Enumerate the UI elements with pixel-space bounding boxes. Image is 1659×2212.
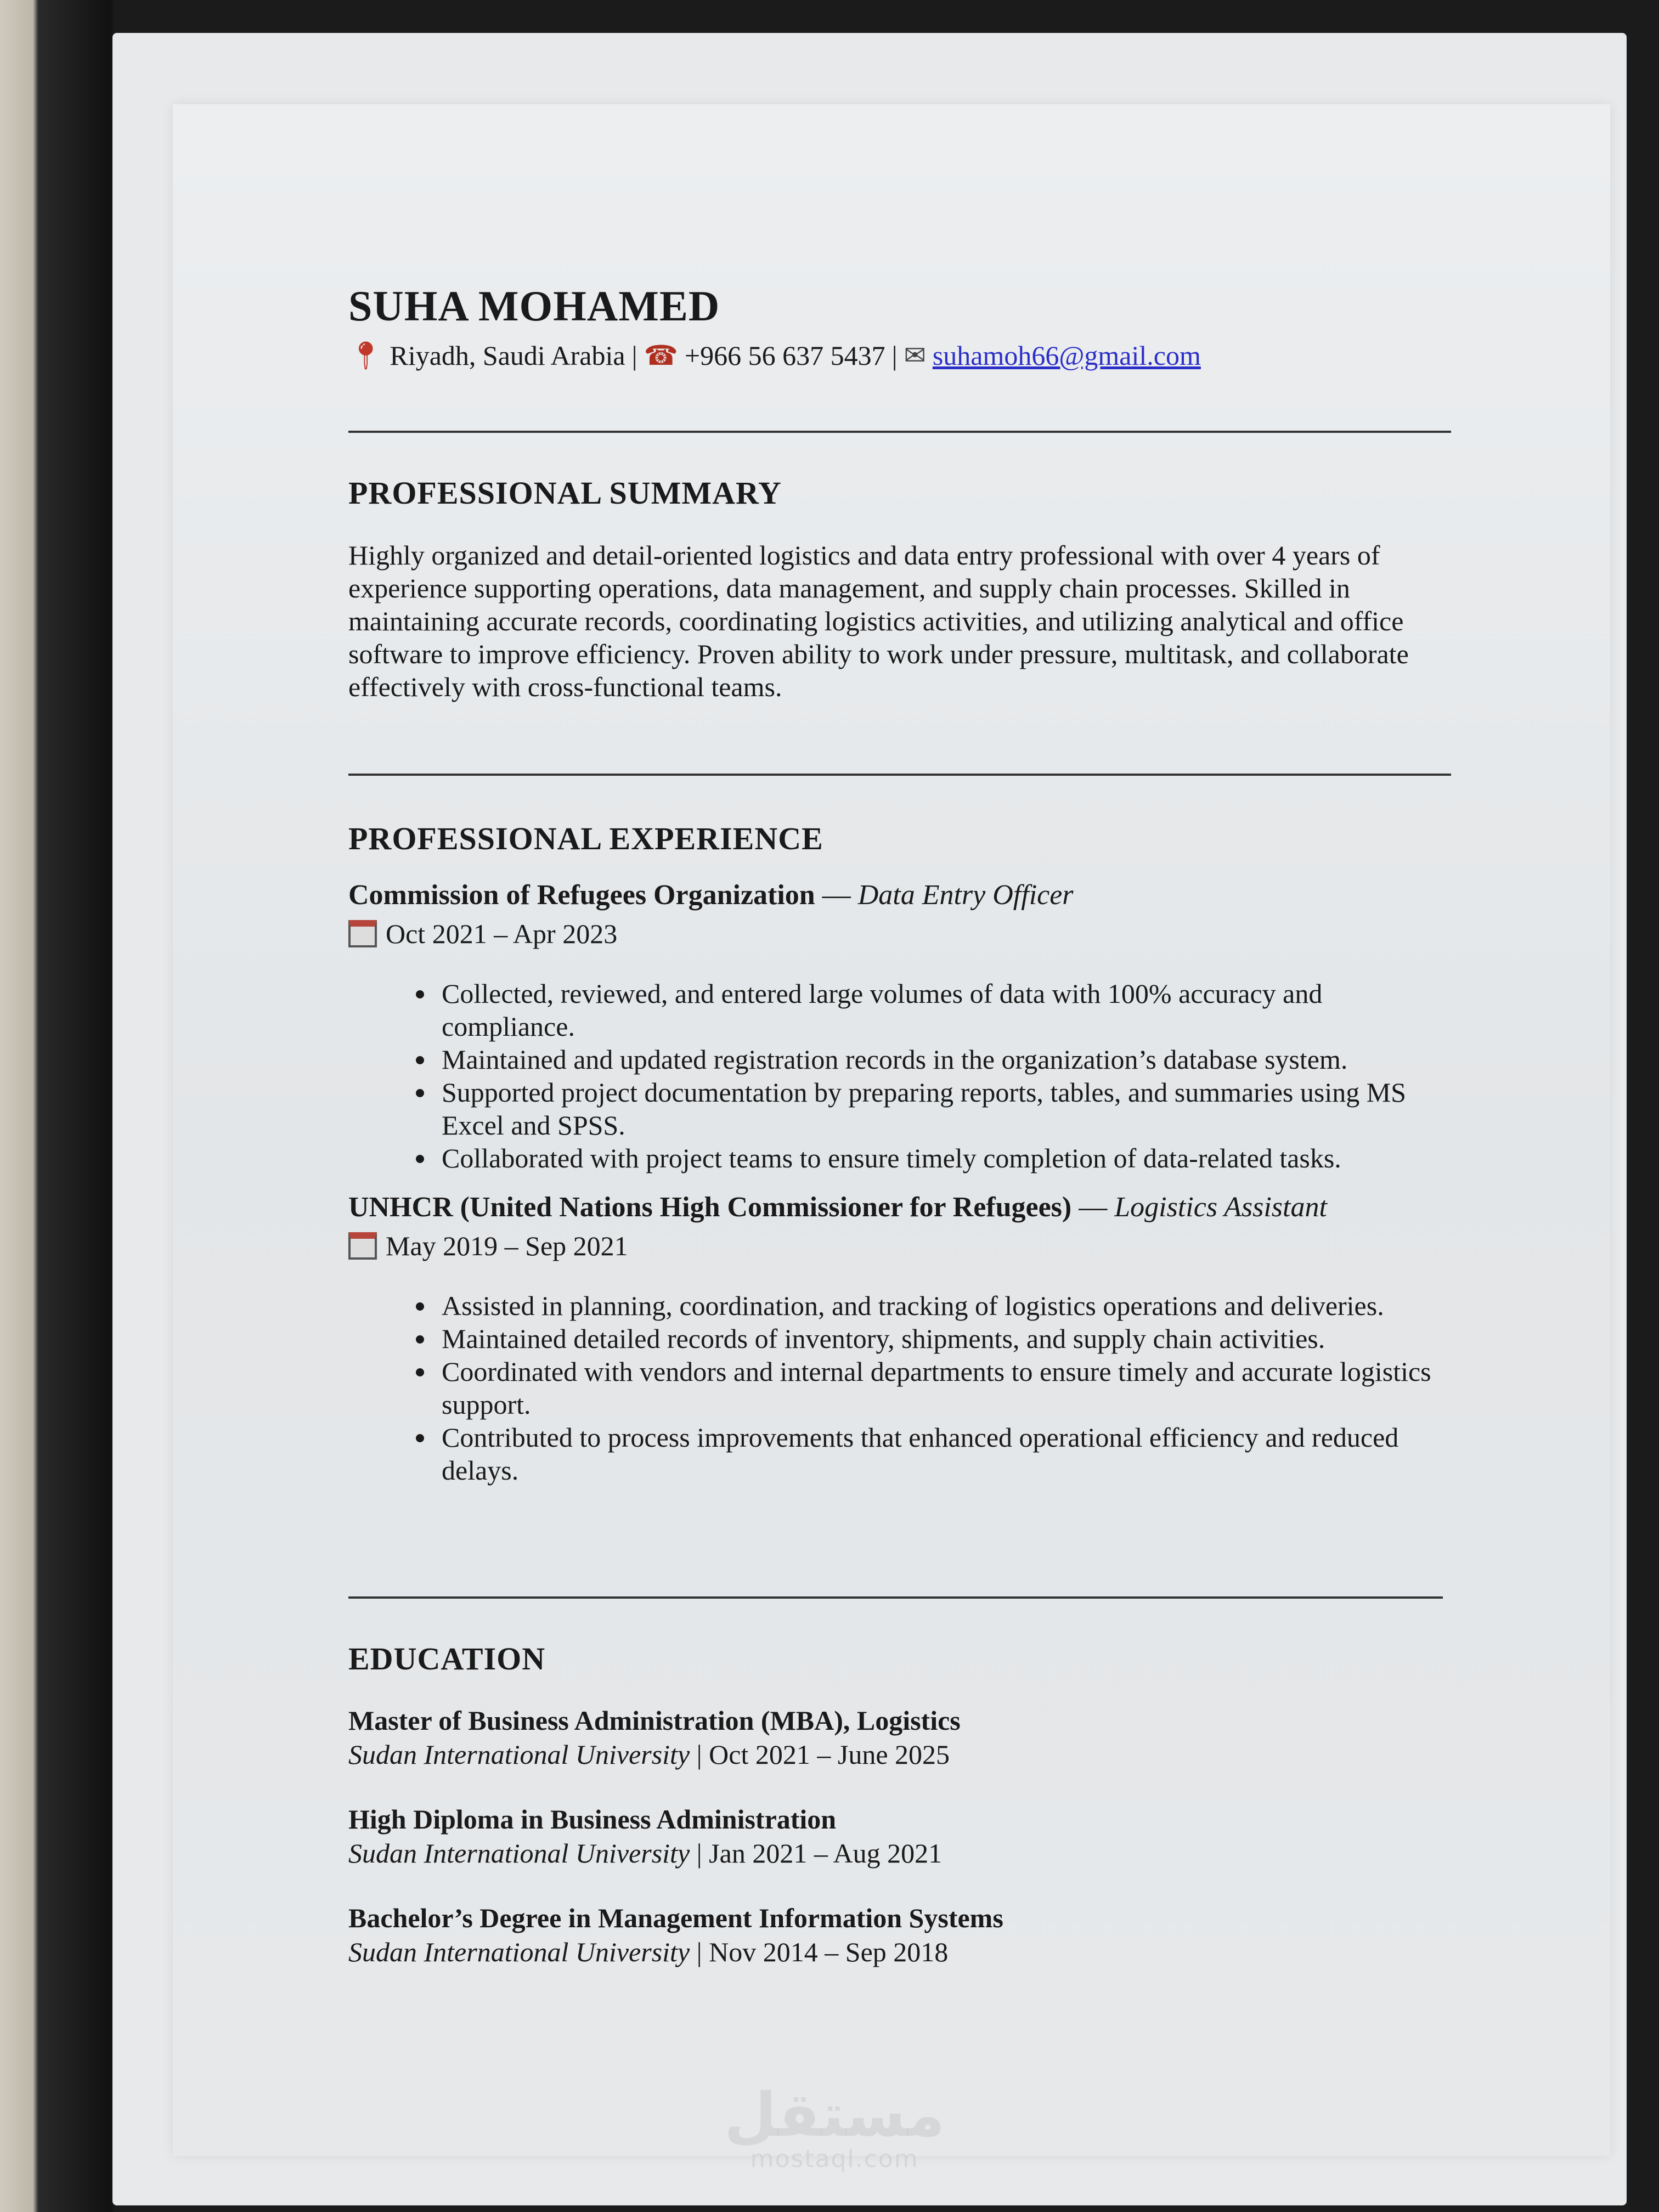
degree-title: Bachelor’s Degree in Management Information Systems: [348, 1903, 1003, 1933]
watermark-arabic: مستقل: [724, 2080, 945, 2150]
job-dates: [348, 918, 1457, 950]
list-item: • Maintained detailed records of inventory, shipments, and supply chain activities.: [436, 1322, 1457, 1355]
location-text: Riyadh, Saudi Arabia: [390, 340, 625, 371]
experience-section: [348, 820, 1457, 1487]
education-entry: [348, 1902, 1457, 1968]
job-entry: [348, 1191, 1457, 1487]
job-dates-text: Oct 2021 – Apr 2023: [386, 918, 618, 949]
degree-meta: [348, 1936, 1457, 1968]
school-name: Sudan International University: [348, 1739, 690, 1770]
job-heading: [348, 879, 1457, 911]
list-item: • Collaborated with project teams to ensure timely completion of data-related tasks.: [436, 1142, 1457, 1175]
job-entry: [348, 879, 1457, 1175]
divider: [348, 774, 1451, 776]
education-entry: [348, 1803, 1457, 1869]
separator: |: [631, 340, 637, 371]
section-title-experience: PROFESSIONAL EXPERIENCE: [348, 821, 823, 856]
school-name: Sudan International University: [348, 1937, 690, 1967]
calendar-icon: [348, 920, 377, 947]
job-dash: —: [822, 879, 851, 911]
school-name: Sudan International University: [348, 1838, 690, 1869]
watermark: [724, 2080, 945, 2173]
job-dash: —: [1079, 1192, 1108, 1223]
education-section: [348, 1640, 1457, 1968]
candidate-name: SUHA MOHAMED: [348, 282, 720, 330]
degree-title: High Diploma in Business Administration: [348, 1804, 837, 1835]
map-pin-icon: 📍︎: [348, 340, 383, 371]
email-link[interactable]: suhamoh66@gmail.com: [932, 340, 1201, 371]
divider: [348, 1596, 1443, 1599]
section-title-summary: PROFESSIONAL SUMMARY: [348, 475, 782, 511]
job-dates-text: May 2019 – Sep 2021: [386, 1231, 628, 1261]
degree-dates: | Nov 2014 – Sep 2018: [696, 1937, 949, 1967]
list-item: • Contributed to process improvements that enhanced operational efficiency and reduced delays.: [436, 1421, 1457, 1487]
job-organization: UNHCR (United Nations High Commissioner for Refugees): [348, 1192, 1072, 1223]
section-title-education: EDUCATION: [348, 1641, 546, 1677]
job-heading: [348, 1191, 1457, 1223]
list-item: • Coordinated with vendors and internal departments to ensure timely and accurate logistics support.: [436, 1355, 1457, 1421]
degree-title: Master of Business Administration (MBA), Logistics: [348, 1705, 961, 1736]
phone-icon: ☎: [644, 340, 678, 371]
resume-header: [348, 283, 1201, 372]
job-organization: Commission of Refugees Organization: [348, 879, 815, 911]
job-bullets: [348, 977, 1457, 1175]
degree-meta: [348, 1837, 1457, 1869]
degree-meta: [348, 1739, 1457, 1770]
degree-dates: | Jan 2021 – Aug 2021: [696, 1838, 943, 1869]
degree-dates: | Oct 2021 – June 2025: [696, 1739, 950, 1770]
contact-line: [348, 340, 1201, 372]
summary-section: [348, 475, 1457, 703]
list-item: • Maintained and updated registration records in the organization’s database system.: [436, 1043, 1457, 1076]
list-item: • Supported project documentation by preparing reports, tables, and summaries using MS Excel and SPSS.: [436, 1076, 1457, 1142]
job-dates: [348, 1230, 1457, 1262]
summary-text: Highly organized and detail-oriented logistics and data entry professional with over 4 years of experience supporting operations, data management, and supply chain processes. Skilled in maintaining accurate records, coordinating logistics activities, and utilizing analytical and office software to improve efficiency. Proven ability to work under pressure, multitask, and collaborate effectively with cross-functional teams.: [348, 540, 1409, 702]
watermark-latin: mostaql.com: [750, 2145, 919, 2173]
separator: |: [891, 340, 898, 371]
envelope-icon: ✉: [904, 341, 926, 371]
education-entry: [348, 1705, 1457, 1770]
list-item: • Assisted in planning, coordination, and tracking of logistics operations and deliveries.: [436, 1289, 1457, 1322]
calendar-icon: [348, 1232, 377, 1260]
list-item: • Collected, reviewed, and entered large volumes of data with 100% accuracy and compliance.: [436, 977, 1457, 1043]
job-bullets: [348, 1289, 1457, 1487]
job-role: Logistics Assistant: [1114, 1192, 1327, 1223]
job-role: Data Entry Officer: [857, 879, 1074, 911]
divider: [348, 431, 1451, 433]
phone-text: +966 56 637 5437: [684, 340, 885, 371]
